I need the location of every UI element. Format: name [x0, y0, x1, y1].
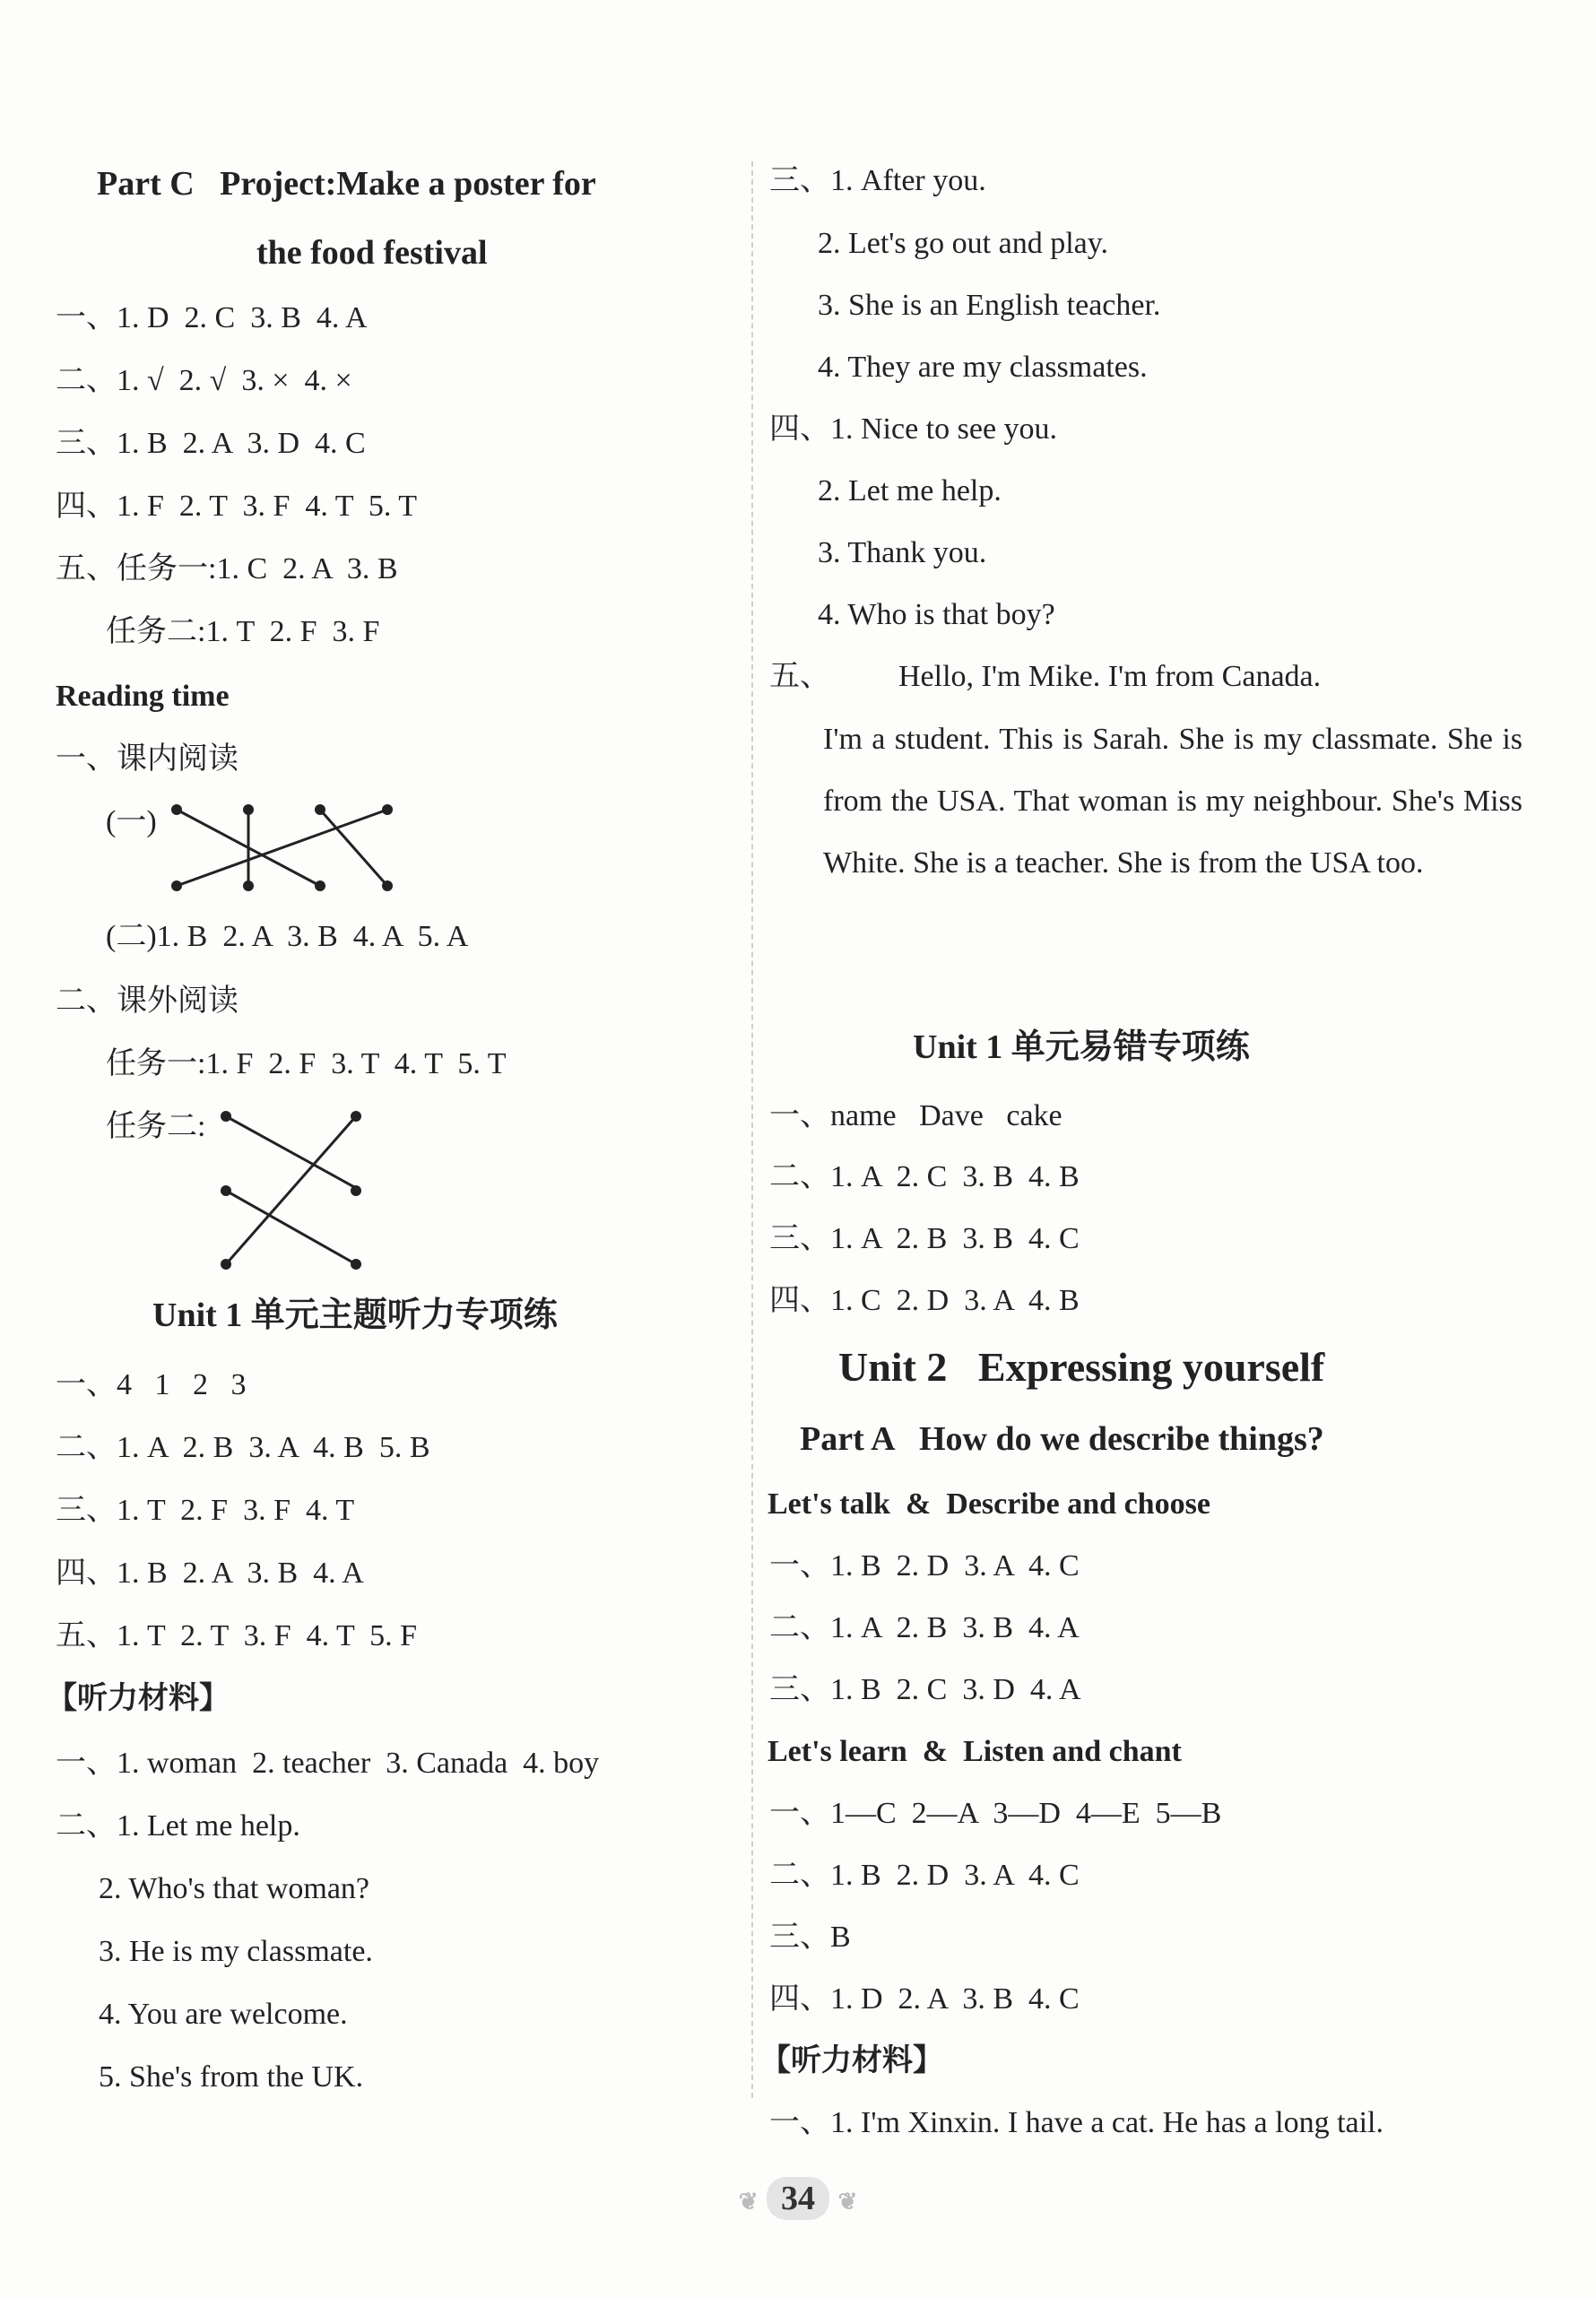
rt-task-1: 任务一:1. F 2. F 3. T 4. T 5. T	[106, 1047, 507, 1080]
ls-answer-2: 二、1. A 2. B 3. A 4. B 5. B	[56, 1431, 430, 1464]
r-answer-4-1: 四、1. Nice to see you.	[769, 412, 1058, 446]
listening-materials-heading: 【听力材料】	[47, 1682, 230, 1715]
lt-answer-2: 二、1. A 2. B 3. B 4. A	[769, 1611, 1080, 1644]
mat-line-2-1: 二、1. Let me help.	[56, 1809, 300, 1843]
page-number-footer	[0, 2177, 1596, 2220]
mat-line-2-2: 2. Who's that woman?	[99, 1872, 369, 1905]
rt-sub-2: (二)1. B 2. A 3. B 4. A 5. A	[106, 920, 469, 953]
r-answer-4-4: 4. Who is that boy?	[818, 598, 1055, 631]
lt-answer-1: 一、1. B 2. D 3. A 4. C	[769, 1549, 1080, 1583]
leaf-left-icon: ❦	[738, 2189, 759, 2215]
r-answer-5-label: 五、	[769, 660, 830, 693]
r-answer-5-paragraph: I'm a student. This is Sarah. She is my classmate. She is from the USA. That woman is my neighbour. She's Miss White. She is a teacher. She is from the USA too.	[823, 723, 1522, 880]
r-answer-4-3: 3. Thank you.	[818, 536, 987, 569]
r-mat-answer-1: 一、1. I'm Xinxin. I have a cat. He has a long tail.	[769, 2106, 1383, 2139]
part-c-title-line2: the food festival	[256, 234, 488, 272]
err-answer-3: 三、1. A 2. B 3. B 4. C	[769, 1222, 1080, 1255]
mat-line-2-4: 4. You are welcome.	[99, 1998, 348, 2031]
ll-answer-3: 三、B	[769, 1921, 851, 1954]
pc-answer-2: 二、1. √ 2. √ 3. × 4. ×	[56, 364, 352, 397]
pc-answer-3: 三、1. B 2. A 3. D 4. C	[56, 427, 366, 460]
r-answer-3-2: 2. Let's go out and play.	[818, 227, 1109, 260]
pc-answer-5a: 五、任务一:1. C 2. A 3. B	[56, 552, 398, 585]
ll-answer-4: 四、1. D 2. A 3. B 4. C	[769, 1982, 1080, 2016]
ls-answer-1: 一、4 1 2 3	[56, 1368, 247, 1401]
matching-diagram-2	[0, 0, 735, 1345]
unit2-title: Unit 2 Expressing yourself	[838, 1344, 1325, 1390]
err-answer-2: 二、1. A 2. C 3. B 4. B	[769, 1160, 1080, 1193]
error-practice-title: Unit 1 单元易错专项练	[913, 1028, 1250, 1066]
ll-answer-1: 一、1—C 2—A 3—D 4—E 5—B	[769, 1797, 1222, 1830]
reading-time-heading: Reading time	[56, 680, 230, 713]
r-answer-5-first-line: Hello, I'm Mike. I'm from Canada.	[898, 660, 1322, 693]
ls-answer-4: 四、1. B 2. A 3. B 4. A	[56, 1557, 364, 1590]
rt-sub-1: (一)	[106, 805, 157, 838]
mat-answer-1: 一、1. woman 2. teacher 3. Canada 4. boy	[56, 1747, 600, 1780]
mat-line-2-5: 5. She's from the UK.	[99, 2060, 364, 2094]
mat-line-2-3: 3. He is my classmate.	[99, 1935, 373, 1968]
pc-answer-4: 四、1. F 2. T 3. F 4. T 5. T	[56, 490, 418, 523]
page-number: 34	[767, 2177, 829, 2220]
pc-answer-1: 一、1. D 2. C 3. B 4. A	[56, 301, 368, 334]
column-divider	[751, 161, 753, 2098]
pc-answer-5b: 任务二:1. T 2. F 3. F	[106, 615, 380, 648]
rt-section-2: 二、课外阅读	[56, 984, 239, 1018]
r-answer-3-3: 3. She is an English teacher.	[818, 289, 1161, 322]
rt-task-2: 任务二:	[106, 1110, 206, 1143]
lets-talk-heading: Let's talk & Describe and choose	[768, 1487, 1210, 1521]
rt-section-1: 一、课内阅读	[56, 742, 239, 776]
ls-answer-3: 三、1. T 2. F 3. F 4. T	[56, 1494, 355, 1527]
listening-practice-title: Unit 1 单元主题听力专项练	[152, 1296, 558, 1334]
r-answer-3-4: 4. They are my classmates.	[818, 351, 1148, 384]
err-answer-4: 四、1. C 2. D 3. A 4. B	[769, 1284, 1080, 1317]
part-c-title-line1: Part C Project:Make a poster for	[97, 165, 596, 203]
ll-answer-2: 二、1. B 2. D 3. A 4. C	[769, 1859, 1080, 1892]
lets-learn-heading: Let's learn & Listen and chant	[768, 1735, 1182, 1768]
r-answer-3-1: 三、1. After you.	[769, 164, 986, 197]
listening-materials-heading-right: 【听力材料】	[760, 2044, 943, 2077]
err-answer-1: 一、name Dave cake	[769, 1099, 1063, 1132]
leaf-right-icon: ❦	[837, 2189, 858, 2215]
lt-answer-3: 三、1. B 2. C 3. D 4. A	[769, 1673, 1081, 1706]
part-a-title: Part A How do we describe things?	[800, 1420, 1324, 1458]
ls-answer-5: 五、1. T 2. T 3. F 4. T 5. F	[56, 1619, 418, 1652]
r-answer-4-2: 2. Let me help.	[818, 474, 1002, 507]
